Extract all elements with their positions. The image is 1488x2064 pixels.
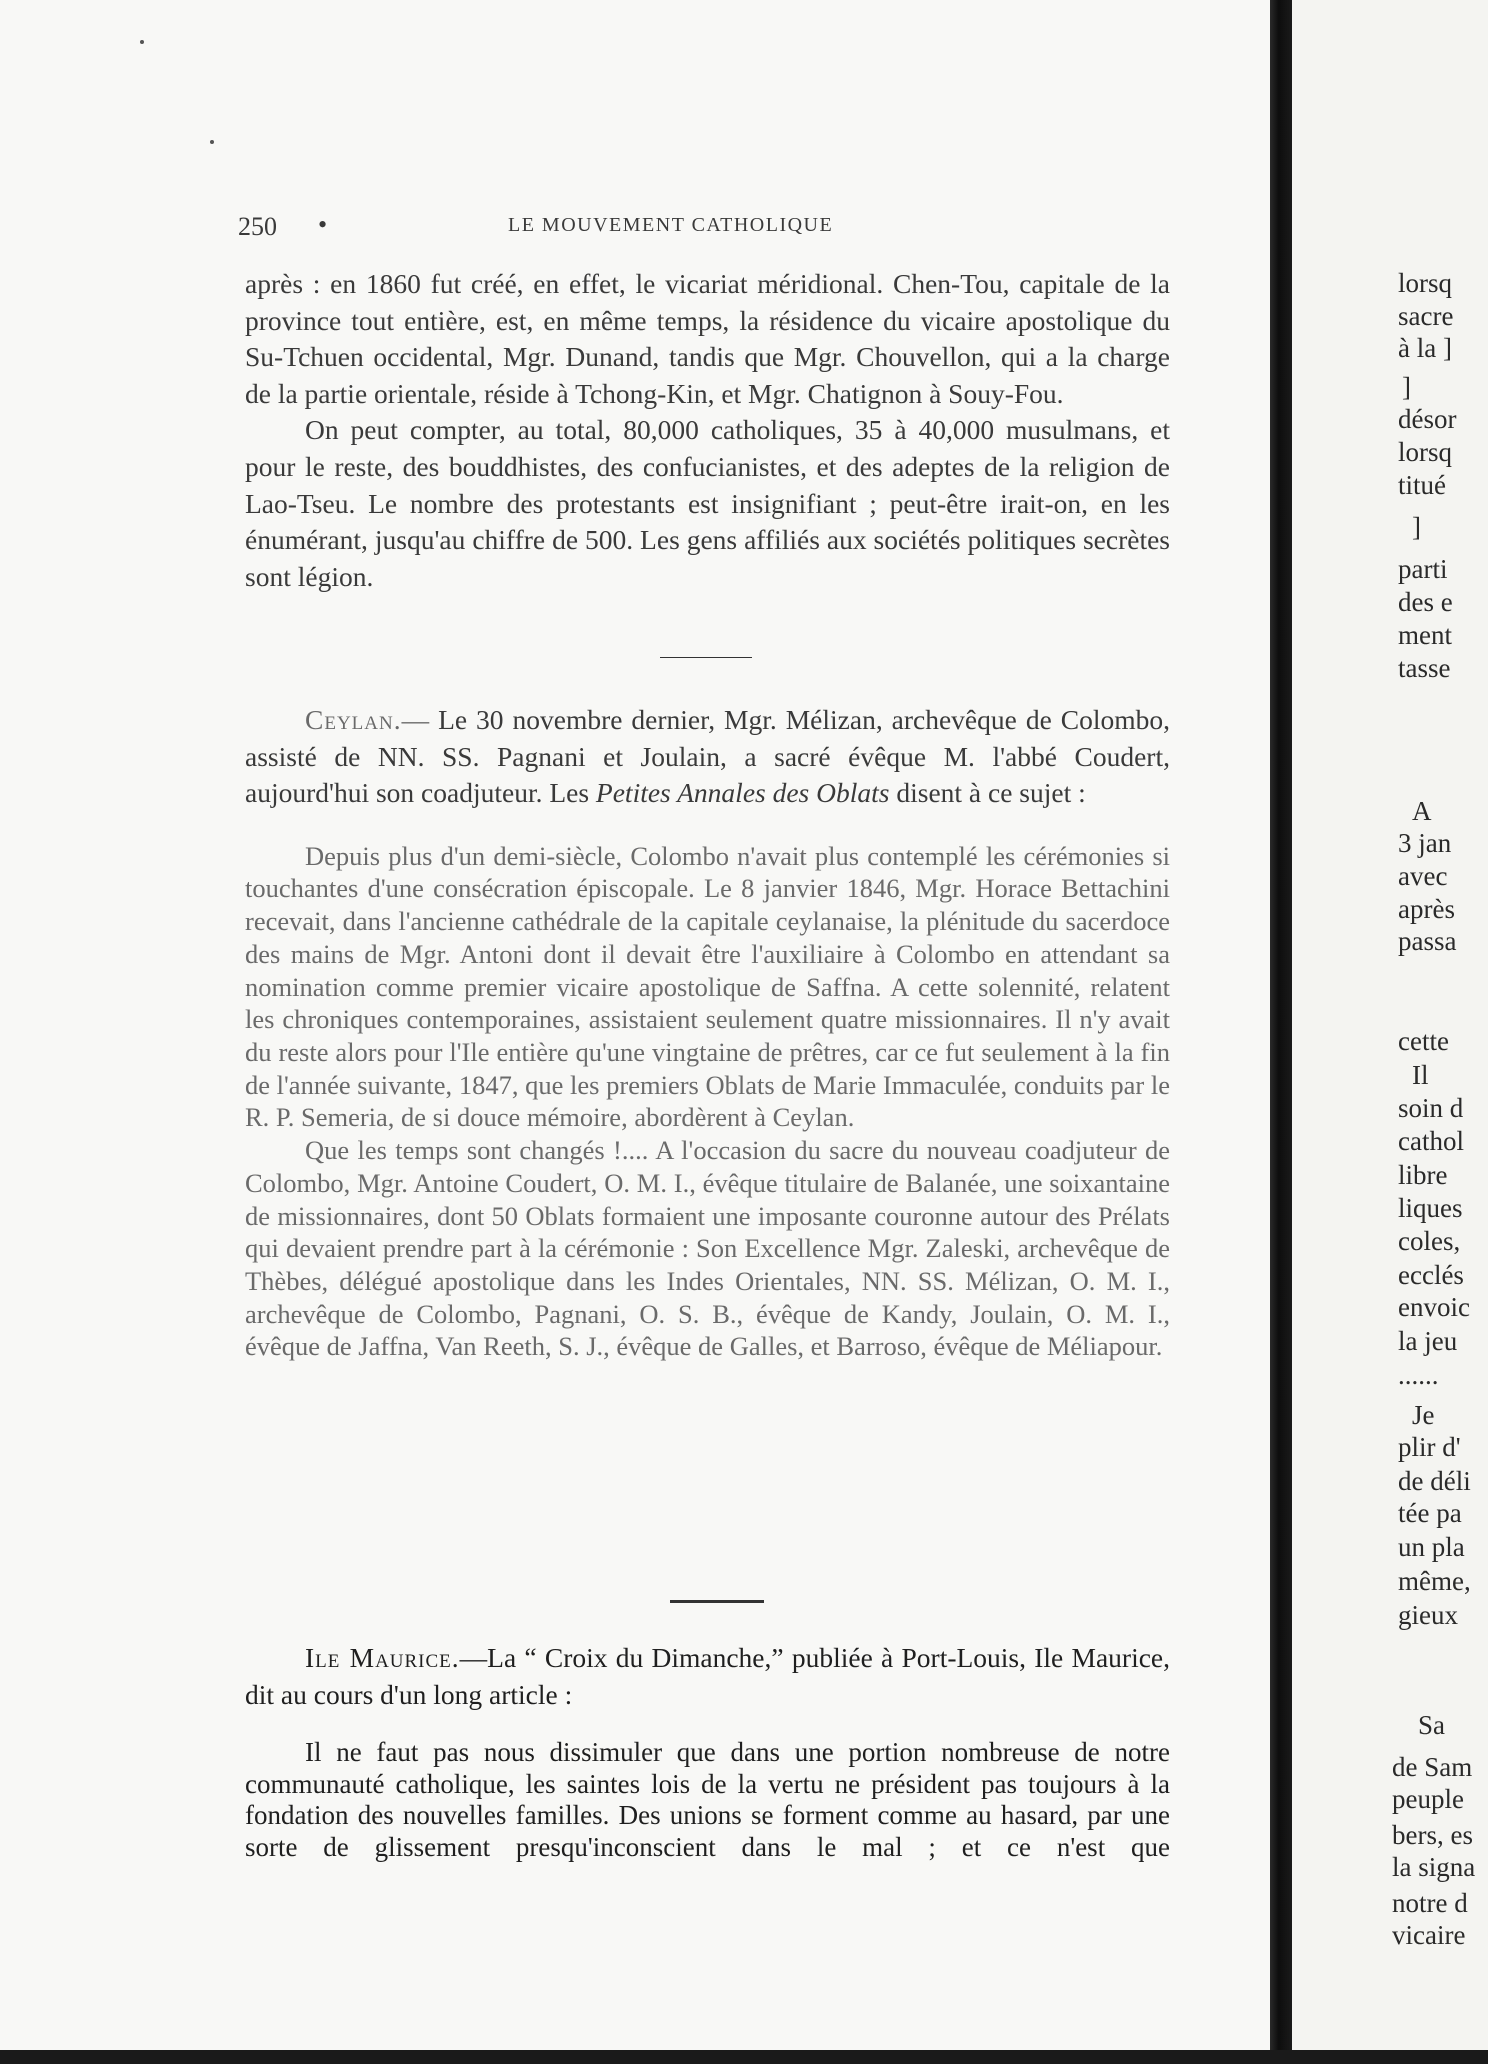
book-gutter xyxy=(1270,0,1292,2064)
maurice-heading: Ile Maurice. xyxy=(305,1642,460,1673)
facing-page-line: ...... xyxy=(1398,1360,1439,1390)
facing-page-line: Je xyxy=(1412,1400,1435,1430)
facing-page-line: plir d' xyxy=(1398,1432,1461,1462)
facing-page-line: libre xyxy=(1398,1160,1448,1190)
facing-page-line: 3 jan xyxy=(1398,828,1452,858)
section-divider xyxy=(670,1600,764,1603)
facing-page-line: de déli xyxy=(1398,1466,1471,1496)
head-dot: • xyxy=(318,210,328,239)
ceylan-heading: Ceylan. xyxy=(305,704,402,735)
facing-page-line: vicaire xyxy=(1392,1920,1466,1950)
section-divider xyxy=(660,657,752,658)
ceylan-intro-paragraph xyxy=(245,702,1170,812)
facing-page-line: envoic xyxy=(1398,1292,1470,1322)
facing-page-line: un pla xyxy=(1398,1532,1465,1562)
facing-page-line: de Sam xyxy=(1392,1752,1473,1782)
facing-page-line: liques xyxy=(1398,1193,1463,1223)
maurice-intro: La “ Croix du Dimanche,” publiée à Port-Louis, Ile Maurice, dit au cours d'un long article : xyxy=(245,1642,1170,1710)
ceylan-quote-2: Que les temps sont changés !.... A l'occasion du sacre du nouveau coadjuteur de Colombo, Mgr. Antoine Coudert, O. M. I., évêque titulaire de Balanée, une soixantaine de missionnaires, dont 50 Oblats formaient une imposante couronne autour des Prélats qui devaient prendre part à la cérémonie : Son Excellence Mgr. Zaleski, archevêque de Thèbes, délégué apostolique dans les Indes Orientales, NN. SS. Mélizan, O. M. I., archevêque de Colombo, Pagnani, O. S. B., évêque de Kandy, Joulain, O. M. I., évêque de Jaffna, Van Reeth, S. J., évêque de Galles, et Barroso, évêque de Méliapour. xyxy=(245,1135,1170,1362)
facing-page-line: cathol xyxy=(1398,1126,1464,1156)
ceylan-quote-1: Depuis plus d'un demi-siècle, Colombo n'avait plus contemplé les cérémonies si touchantes d'une consécration épiscopale. Le 8 janvier 1846, Mgr. Horace Bettachini recevait, dans l'ancienne cathédrale de la capitale ceylanaise, la plénitude du sacerdoce des mains de Mgr. Antoni dont il devait être l'auxiliaire à Colombo en attendant sa nomination comme premier vicaire apostolique de Saffna. A cette solennité, relatent les chroniques contemporaines, assistaient seulement quatre missionnaires. Il n'y avait du reste alors pour l'Ile entière qu'une vingtaine de prêtres, car ce fut seulement à la fin de l'année suivante, 1847, que les premiers Oblats de Marie Immaculée, conduits par le R. P. Semeria, de si douce mémoire, abordèrent à Ceylan. xyxy=(245,840,1170,1133)
section-maurice xyxy=(245,1640,1170,1863)
facing-page-line: ] xyxy=(1412,512,1421,542)
facing-page-line: sacre xyxy=(1398,301,1454,331)
facing-page-line: la jeu xyxy=(1398,1326,1458,1356)
china-paragraph-2: On peut compter, au total, 80,000 catholiques, 35 à 40,000 musulmans, et pour le reste, des bouddhistes, des confucianistes, et des adeptes de la religion de Lao-Tseu. Le nombre des protestants est insignifiant ; peut-être irait-on, en les énumérant, jusqu'au chiffre de 500. Les gens affiliés aux sociétés politiques secrètes sont légion. xyxy=(245,414,1170,592)
facing-page-line: à la ] xyxy=(1398,333,1452,363)
china-paragraph-1: après : en 1860 fut créé, en effet, le vicariat méridional. Chen-Tou, capitale de la province tout entière, est, en même temps, la résidence du vicaire apostolique du Su-Tchuen occidental, Mgr. Dunand, tandis que Mgr. Chouvellon, qui a la charge de la partie orientale, réside à Tchong-Kin, et Mgr. Chatignon à Souy-Fou. xyxy=(245,268,1170,409)
maurice-intro-paragraph xyxy=(245,1640,1170,1713)
facing-page-line: après xyxy=(1398,894,1455,924)
ceylan-intro-end: disent à ce sujet : xyxy=(896,777,1086,809)
facing-page-line: des e xyxy=(1398,587,1453,617)
facing-page xyxy=(1292,0,1488,2064)
facing-page-line: coles, xyxy=(1398,1226,1461,1256)
facing-page-line: ecclés xyxy=(1398,1260,1464,1290)
facing-page-line: lorsq xyxy=(1398,437,1452,467)
facing-page-line: passa xyxy=(1398,926,1457,956)
facing-page-line: désor xyxy=(1398,404,1457,434)
facing-page-line: notre d xyxy=(1392,1888,1468,1918)
facing-page-line: Sa xyxy=(1418,1710,1445,1740)
scan-edge xyxy=(0,2050,1488,2064)
running-head xyxy=(238,212,1178,242)
facing-page-line: la signa xyxy=(1392,1852,1476,1882)
facing-page-line: ] xyxy=(1402,372,1411,402)
facing-page-line: peuple xyxy=(1392,1784,1464,1814)
facing-page-line: titué xyxy=(1398,470,1446,500)
section-ceylan xyxy=(245,702,1170,1363)
running-title: LE MOUVEMENT CATHOLIQUE xyxy=(508,214,834,236)
scan-speck xyxy=(140,40,144,44)
facing-page-line: A xyxy=(1412,796,1432,826)
facing-page-line: avec xyxy=(1398,861,1448,891)
facing-page-line: cette xyxy=(1398,1026,1449,1056)
facing-page-line: gieux xyxy=(1398,1600,1458,1630)
ceylan-dash: — xyxy=(401,704,430,735)
facing-page-line: bers, es xyxy=(1392,1820,1473,1850)
maurice-dash: — xyxy=(459,1642,488,1673)
maurice-quote: Il ne faut pas nous dissimuler que dans une portion nombreuse de notre communauté catholique, les saintes lois de la vertu ne président pas toujours à la fondation des nouvelles familles. Des unions se forment comme au hasard, par une sorte de glissement presqu'inconscient dans le mal ; et ce n'est que xyxy=(245,1737,1170,1862)
scan-speck xyxy=(210,140,214,144)
publication-title: Petites Annales des Oblats xyxy=(595,777,890,809)
facing-page-line: tasse xyxy=(1398,653,1451,683)
facing-page-line: même, xyxy=(1398,1566,1471,1596)
facing-page-line: Il xyxy=(1412,1060,1429,1090)
section-china xyxy=(245,266,1170,595)
facing-page-line: lorsq xyxy=(1398,268,1452,298)
facing-page-line: soin d xyxy=(1398,1093,1464,1123)
facing-page-line: parti xyxy=(1398,554,1448,584)
page-number: 250 xyxy=(238,212,277,241)
facing-page-line: tée pa xyxy=(1398,1498,1462,1528)
facing-page-line: ment xyxy=(1398,620,1452,650)
ceylan-intro: Le 30 novembre dernier, Mgr. Mélizan, archevêque de Colombo, assisté de NN. SS. Pagnani et Joulain, a sacré évêque M. l'abbé Coudert, aujourd'hui son coadjuteur. Les xyxy=(245,704,1170,809)
